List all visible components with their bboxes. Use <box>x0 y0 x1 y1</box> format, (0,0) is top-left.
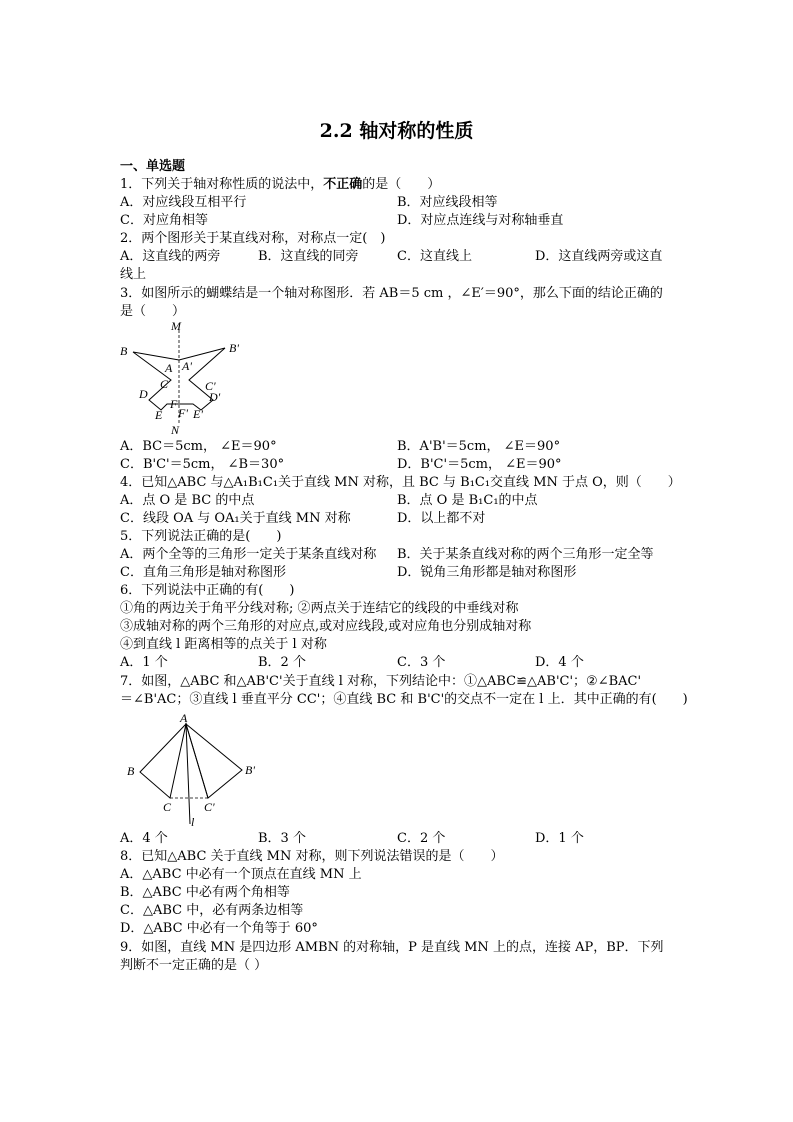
question-9-stem-line2: 判断不一定正确的是（ ） <box>120 958 268 973</box>
label-C: C <box>163 800 172 814</box>
q3-option-b[interactable]: B．A'B'＝5cm， ∠E＝90° <box>397 439 561 454</box>
q2-option-a[interactable]: A．这直线的两旁 <box>120 249 221 264</box>
q7-option-d[interactable]: D．1 个 <box>535 831 584 846</box>
label-B: B <box>127 764 135 778</box>
q8-option-a[interactable]: A．△ABC 中必有一个顶点在直线 MN 上 <box>120 867 362 882</box>
label-F-prime: F' <box>178 406 188 420</box>
q3-option-c[interactable]: C．B'C'＝5cm， ∠B＝30° <box>120 457 285 472</box>
q1-stem-end: 的是（ ） <box>362 177 441 192</box>
label-A: A <box>180 712 188 725</box>
label-M: M <box>171 320 181 333</box>
q1-options-row-1 <box>120 194 246 212</box>
bowtie-top-edge <box>133 348 225 360</box>
question-7-stem: 7．如图，△ABC 和△AB'C'关于直线 l 对称，下列结论中：①△ABC≌△AB'C'；②∠BAC' <box>120 674 642 689</box>
q4-option-d[interactable]: D．以上都不对 <box>397 511 486 526</box>
triangle-figure <box>118 712 268 830</box>
q6-option-c[interactable]: C．3 个 <box>397 655 446 670</box>
q1-option-b[interactable]: B．对应线段相等 <box>397 195 498 210</box>
q6-option-d[interactable]: D．4 个 <box>535 655 584 670</box>
label-F: F <box>170 397 178 411</box>
question-2-stem: 2．两个图形关于某直线对称，对称点一定( ) <box>120 231 386 246</box>
label-N: N <box>171 423 180 437</box>
segment-AC' <box>186 724 208 798</box>
q6-option-a[interactable]: A．1 个 <box>120 655 168 670</box>
question-9-stem: 9．如图，直线 MN 是四边形 AMBN 的对称轴，P 是直线 MN 上的点，连接 AP，BP．下列 <box>120 940 664 955</box>
label-A-prime: A' <box>182 359 192 373</box>
q2-option-d-continued: 线上 <box>120 267 147 282</box>
question-1-stem <box>120 176 440 194</box>
q5-option-d[interactable]: D．锐角三角形都是轴对称图形 <box>397 565 577 580</box>
q3-option-d[interactable]: D．B'C'＝5cm， ∠E＝90° <box>397 457 562 472</box>
label-C-prime: C' <box>205 379 216 393</box>
label-B-prime: B' <box>245 763 255 777</box>
question-7-stem-line2: ＝∠B'AC；③直线 l 垂直平分 CC'；④直线 BC 和 B'C'的交点不一定在 l 上．其中正确的有( ) <box>120 692 688 707</box>
q7-option-c[interactable]: C．2 个 <box>397 831 446 846</box>
q6-option-b[interactable]: B．2 个 <box>258 655 306 670</box>
label-C-prime: C' <box>204 800 215 814</box>
triangle-AB'C' <box>186 724 242 798</box>
question-5-stem: 5．下列说法正确的是( ) <box>120 529 282 544</box>
q5-option-a[interactable]: A．两个全等的三角形一定关于某条直线对称 <box>120 547 377 562</box>
q5-option-b[interactable]: B．关于某条直线对称的两个三角形一定全等 <box>397 547 654 562</box>
label-D: D <box>139 387 148 401</box>
q4-option-a[interactable]: A．点 O 是 BC 的中点 <box>120 493 255 508</box>
q5-option-c[interactable]: C．直角三角形是轴对称图形 <box>120 565 286 580</box>
question-3-stem: 3．如图所示的蝴蝶结是一个轴对称图形．若 AB＝5 cm ，∠E′＝90°，那么下面的结论正确的 <box>120 286 663 301</box>
line-l <box>186 724 190 824</box>
label-A: A <box>165 361 173 375</box>
q6-statement-3: ③成轴对称的两个三角形的对应点,或对应线段,或对应角也分别成轴对称 <box>120 619 532 634</box>
section-heading: 一、单选题 <box>120 159 186 174</box>
question-3-stem-line2: 是（ ） <box>120 304 186 319</box>
q1-stem-part: 1．下列关于轴对称性质的说法中， <box>120 177 324 192</box>
q4-option-c[interactable]: C．线段 OA 与 OA₁关于直线 MN 对称 <box>120 511 351 526</box>
q1-stem-emphasis: 不正确 <box>323 177 363 192</box>
label-B: B <box>120 344 128 358</box>
question-8-stem: 8．已知△ABC 关于直线 MN 对称，则下列说法错误的是（ ） <box>120 849 504 864</box>
triangle-ABC <box>140 724 186 798</box>
label-D-prime: D' <box>209 390 221 404</box>
q4-option-b[interactable]: B．点 O 是 B₁C₁的中点 <box>397 493 538 508</box>
q8-option-d[interactable]: D．△ABC 中必有一个角等于 60° <box>120 921 318 936</box>
q7-option-b[interactable]: B．3 个 <box>258 831 306 846</box>
q2-option-d[interactable]: D．这直线两旁或这直 <box>535 249 663 264</box>
label-E-prime: E' <box>193 407 203 421</box>
page-title: 2.2 轴对称的性质 <box>319 120 474 142</box>
question-6-stem: 6．下列说法中正确的有( ) <box>120 583 295 598</box>
q8-option-b[interactable]: B．△ABC 中必有两个角相等 <box>120 885 290 900</box>
q6-statement-4: ④到直线 l 距离相等的点关于 l 对称 <box>120 637 327 652</box>
q2-option-b[interactable]: B．这直线的同旁 <box>258 249 359 264</box>
bowtie-figure <box>115 320 255 438</box>
label-B-prime: B' <box>229 341 239 355</box>
q7-option-a[interactable]: A．4 个 <box>120 831 168 846</box>
q2-option-c[interactable]: C．这直线上 <box>397 249 472 264</box>
q6-statement-1-2: ①角的两边关于角平分线对称; ②两点关于连结它的线段的中垂线对称 <box>120 601 519 616</box>
label-E: E <box>155 408 163 422</box>
q3-option-a[interactable]: A．BC＝5cm， ∠E＝90° <box>120 439 277 454</box>
q1-option-d[interactable]: D．对应点连线与对称轴垂直 <box>397 213 564 228</box>
q8-option-c[interactable]: C．△ABC 中，必有两条边相等 <box>120 903 304 918</box>
label-C: C <box>160 377 169 391</box>
q1-option-c[interactable]: C．对应角相等 <box>120 213 208 228</box>
question-4-stem: 4．已知△ABC 与△A₁B₁C₁关于直线 MN 对称，且 BC 与 B₁C₁交直线 MN 于点 O，则（ ） <box>120 475 681 490</box>
q1-option-a[interactable]: A．对应线段互相平行 <box>120 195 247 210</box>
label-l: l <box>191 815 195 829</box>
